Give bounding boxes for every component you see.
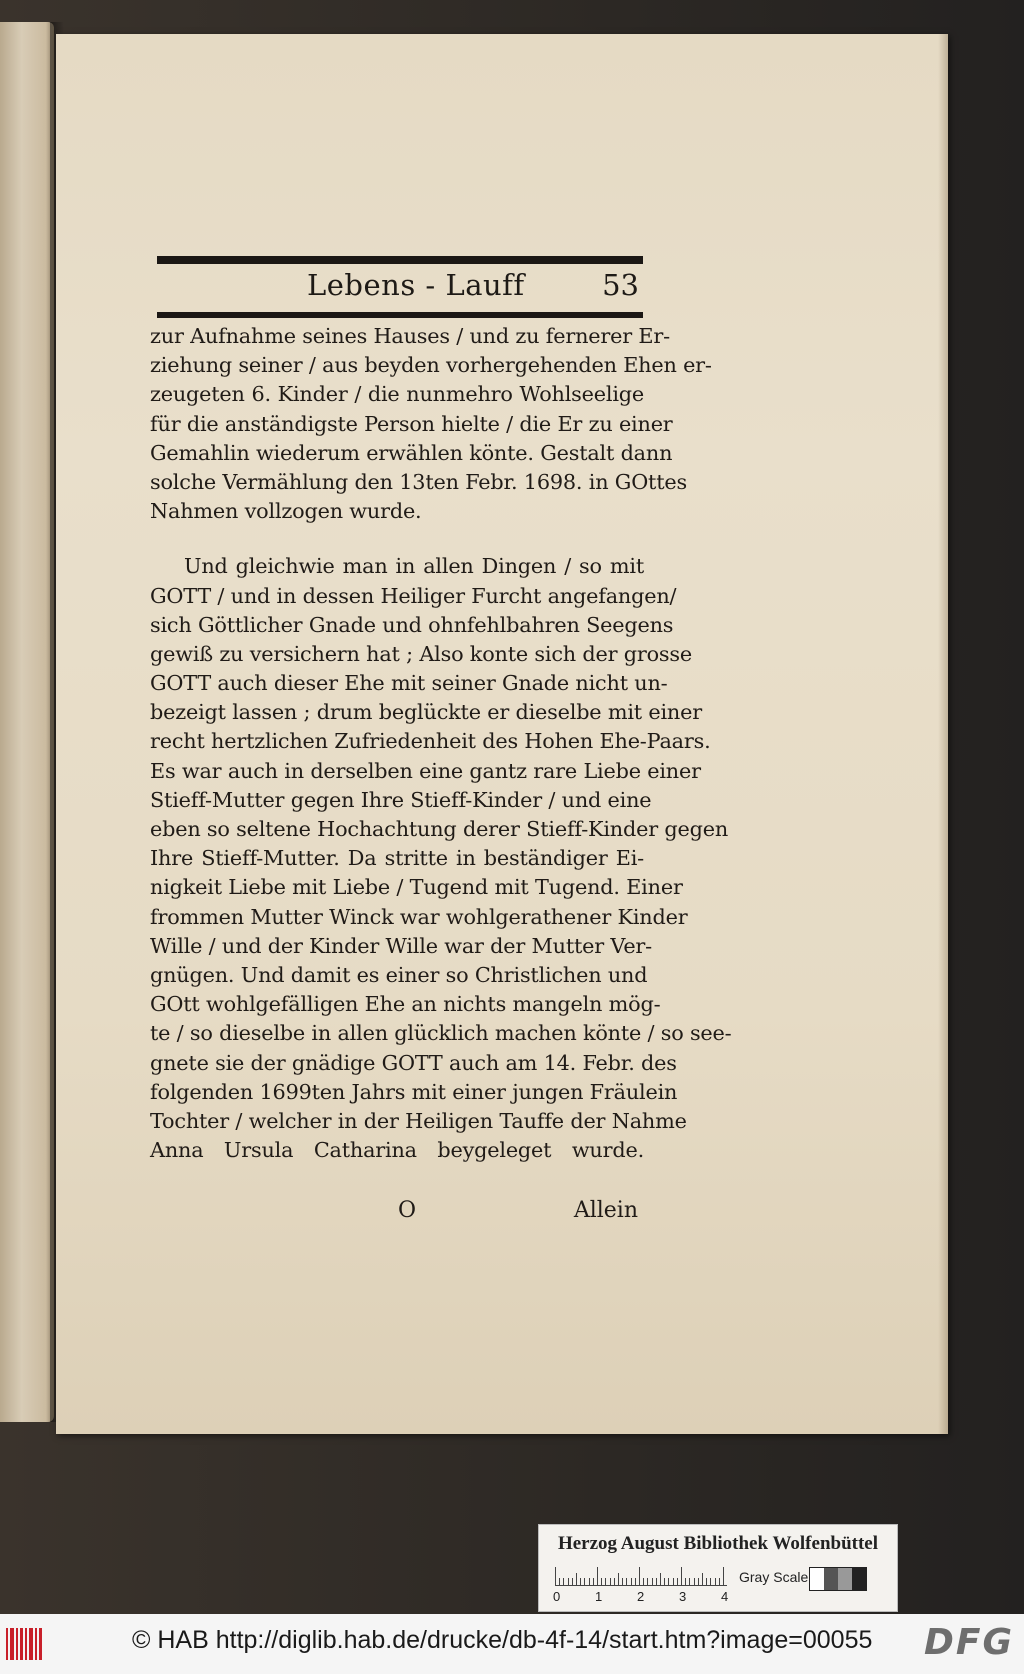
text-line: frommen Mutter Winck war wohlgerathener Kinder — [150, 904, 688, 929]
ruler-tick — [614, 1578, 615, 1585]
text-line: bezeigt lassen ; drum beglückte er dieselbe mit einer — [150, 700, 702, 725]
ruler-tick — [694, 1578, 695, 1585]
gray-scale-swatch — [809, 1567, 867, 1591]
running-head-rule-bottom — [157, 312, 643, 318]
ruler-tick — [593, 1578, 594, 1585]
text-line: Anna Ursula Catharina beygeleget wurde. — [150, 1138, 644, 1163]
ruler-tick — [639, 1567, 640, 1585]
ruler-tick — [572, 1578, 573, 1585]
text-line: ziehung seiner / aus beyden vorhergehenden Ehen er- — [150, 353, 712, 378]
text-line: nigkeit Liebe mit Liebe / Tugend mit Tugend. Einer — [150, 875, 683, 900]
ruler-tick — [664, 1578, 665, 1585]
text-line: Und gleichwie man in allen Dingen / so mit — [184, 554, 644, 579]
ruler-tick — [689, 1578, 690, 1585]
scale-digit: 0 — [553, 1589, 561, 1604]
ruler-tick — [702, 1573, 703, 1585]
ruler-tick — [681, 1567, 682, 1585]
paragraph-gap — [150, 526, 644, 552]
ruler-tick — [576, 1573, 577, 1585]
running-head-rule-top — [157, 256, 643, 264]
hab-barcode-icon — [6, 1628, 46, 1660]
library-name: Herzog August Bibliothek Wolfenbüttel — [557, 1533, 879, 1554]
scale-digit: 3 — [679, 1589, 687, 1604]
ruler-tick — [555, 1567, 556, 1585]
text-line: te / so dieselbe in allen glücklich machen könte / so see- — [150, 1021, 732, 1046]
scale-digit: 2 — [637, 1589, 645, 1604]
ruler-tick — [706, 1578, 707, 1585]
ruler-tick — [715, 1578, 716, 1585]
text-line: Es war auch in derselben eine gantz rare Liebe einer — [150, 758, 701, 783]
text-line: Ihre Stieff-Mutter. Da stritte in beständiger Ei- — [150, 846, 644, 871]
text-line: folgenden 1699ten Jahrs mit einer jungen Fräulein — [150, 1079, 678, 1104]
scale-digit: 4 — [721, 1589, 729, 1604]
ruler-tick — [652, 1578, 653, 1585]
ruler-tick — [584, 1578, 585, 1585]
text-line: gnügen. Und damit es einer so Christlichen und — [150, 962, 648, 987]
text-line: GOTT auch dieser Ehe mit seiner Gnade nicht un- — [150, 671, 668, 696]
citation-link[interactable]: © HAB http://diglib.hab.de/drucke/db-4f-14/start.htm?image=00055 — [132, 1626, 873, 1654]
gray-scale-label: Gray Scale — [739, 1569, 809, 1585]
text-block — [150, 322, 732, 1165]
text-line: Stieff-Mutter gegen Ihre Stieff-Kinder / und eine — [150, 787, 652, 812]
ruler-tick — [660, 1573, 661, 1585]
ruler-tick — [589, 1578, 590, 1585]
text-line: recht hertzlichen Zufriedenheit des Hohen Ehe-Paars. — [150, 729, 711, 754]
ruler-tick — [622, 1578, 623, 1585]
ruler-tick — [719, 1578, 720, 1585]
ruler-tick — [723, 1567, 724, 1585]
text-line: gnete sie der gnädige GOTT auch am 14. Febr. des — [150, 1050, 677, 1075]
ruler-tick — [559, 1578, 560, 1585]
ruler-tick — [685, 1578, 686, 1585]
signature-mark: O — [398, 1198, 417, 1223]
ruler-tick — [635, 1578, 636, 1585]
ruler-tick — [601, 1578, 602, 1585]
text-line: solche Vermählung den 13ten Febr. 1698. in GOttes — [150, 469, 687, 494]
dfg-logo: DFG — [923, 1622, 1014, 1663]
text-line: Tochter / welcher in der Heiligen Tauffe der Nahme — [150, 1108, 687, 1133]
ruler-tick — [677, 1578, 678, 1585]
ruler-tick — [610, 1578, 611, 1585]
ruler-tick — [668, 1578, 669, 1585]
catch-line — [150, 1198, 644, 1228]
ruler-tick — [597, 1567, 598, 1585]
running-head — [157, 264, 643, 308]
text-line: gewiß zu versichern hat ; Also konte sich der grosse — [150, 641, 692, 666]
ruler-tick — [656, 1578, 657, 1585]
text-line: Gemahlin wiederum erwählen könte. Gestalt dann — [150, 440, 673, 465]
ruler-tick — [605, 1578, 606, 1585]
ruler-tick — [710, 1578, 711, 1585]
previous-page-edge — [0, 22, 54, 1422]
ruler-tick — [618, 1573, 619, 1585]
text-line: zur Aufnahme seines Hauses / und zu fernerer Er- — [150, 324, 670, 348]
text-line: Nahmen vollzogen wurde. — [150, 499, 422, 524]
ruler-tick — [631, 1578, 632, 1585]
ruler-tick — [643, 1578, 644, 1585]
text-line: GOTT / und in dessen Heiliger Furcht angefangen/ — [150, 583, 677, 608]
ruler-tick — [568, 1578, 569, 1585]
ruler-tick — [647, 1578, 648, 1585]
catchword: Allein — [573, 1198, 638, 1223]
footer-bar — [0, 1614, 1024, 1674]
ruler-tick — [698, 1578, 699, 1585]
running-head-title: Lebens - Lauff — [307, 268, 525, 302]
text-line: zeugeten 6. Kinder / die nunmehro Wohlseelige — [150, 382, 644, 407]
page-number: 53 — [602, 268, 639, 302]
text-line: sich Göttlicher Gnade und ohnfehlbahren Seegens — [150, 612, 674, 637]
text-line: eben so seltene Hochachtung derer Stieff-Kinder gegen — [150, 817, 729, 841]
ruler-tick — [673, 1578, 674, 1585]
text-line: GOtt wohlgefälligen Ehe an nichts mangeln mög- — [150, 992, 661, 1017]
ruler-tick — [563, 1578, 564, 1585]
library-color-card — [538, 1524, 898, 1612]
ruler-tick — [580, 1578, 581, 1585]
text-line: für die anständigste Person hielte / die Er zu einer — [150, 411, 673, 436]
ruler-scale — [555, 1565, 727, 1586]
text-line: Wille / und der Kinder Wille war der Mutter Ver- — [150, 933, 652, 958]
scale-digit: 1 — [595, 1589, 603, 1604]
ruler-tick — [626, 1578, 627, 1585]
